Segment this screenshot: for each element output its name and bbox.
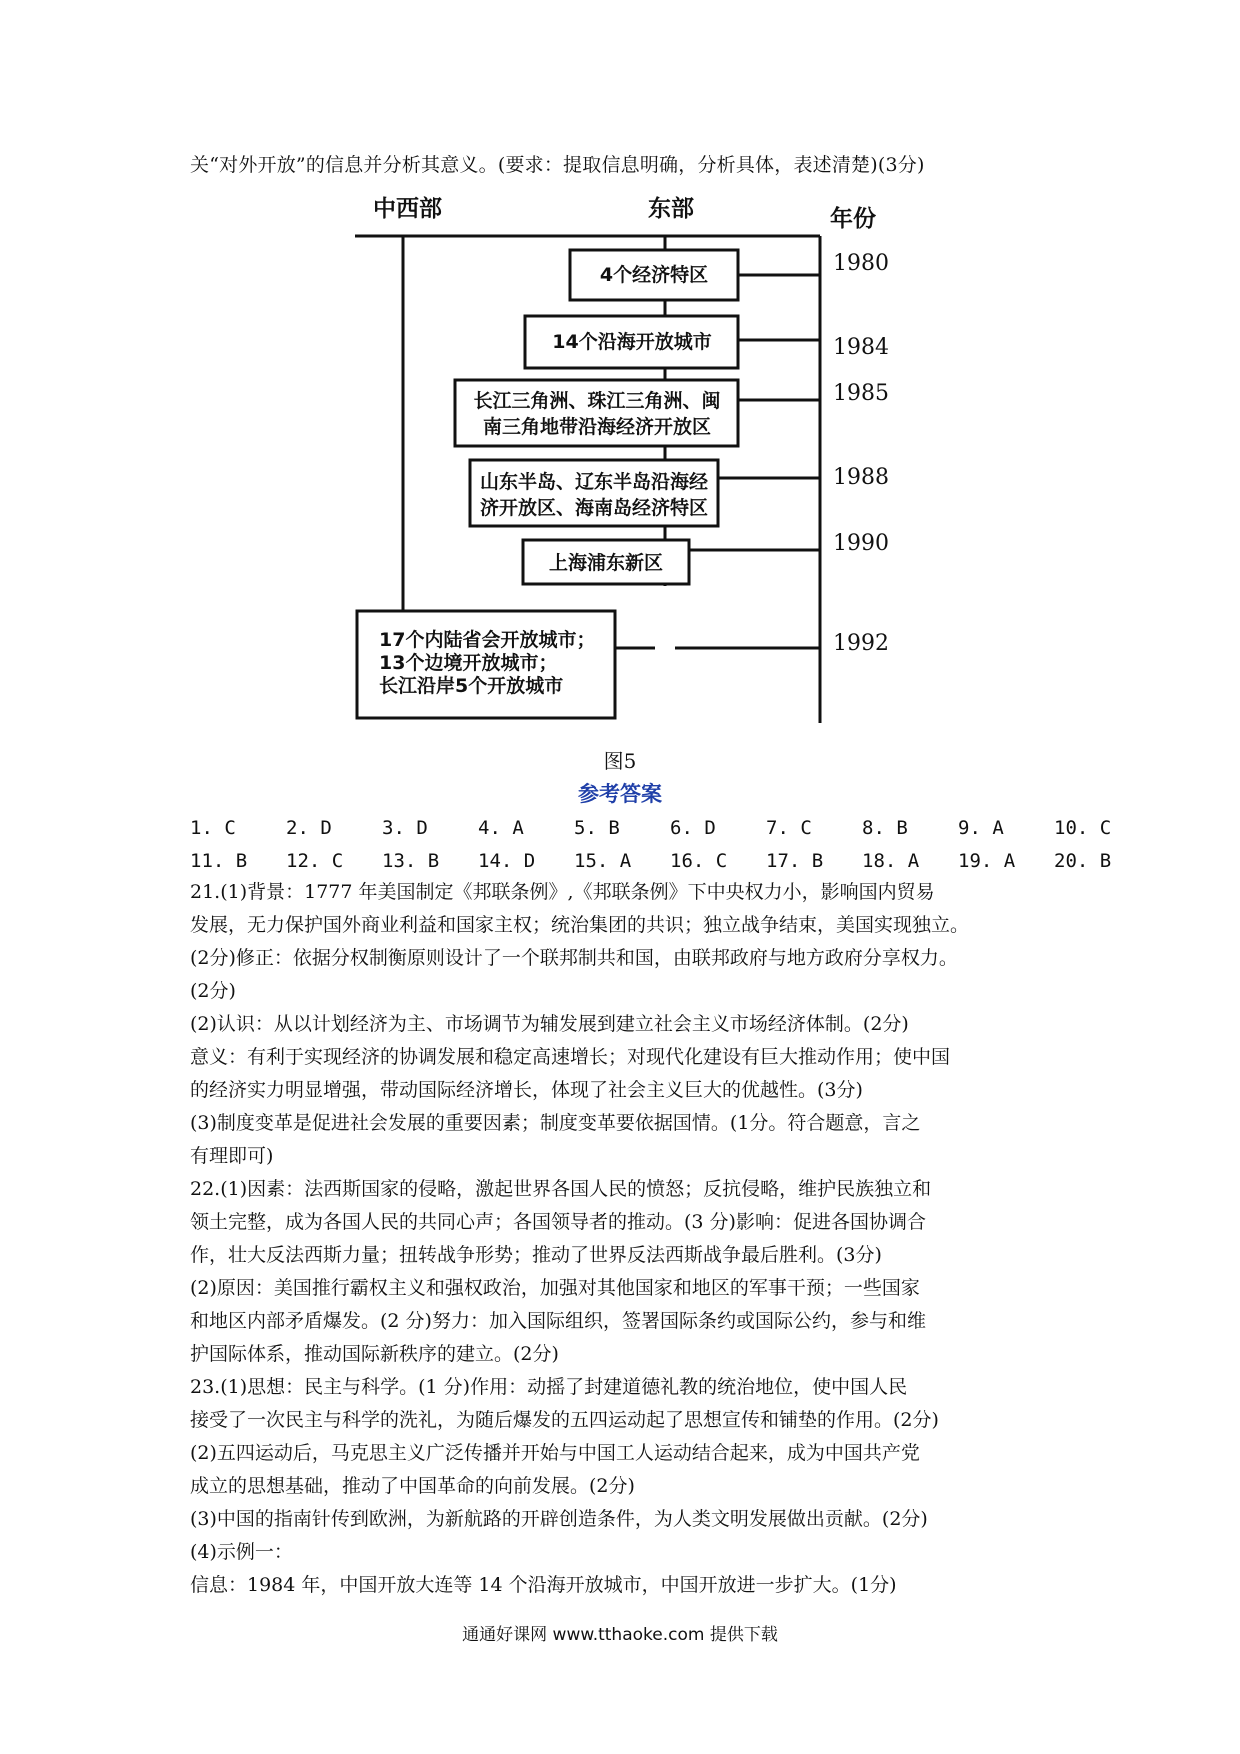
answer-line: 21.(1)背景：1777 年美国制定《邦联条例》,《邦联条例》下中央权力小，影响国内贸易 [190, 881, 935, 903]
year-1990: 1990 [833, 531, 889, 556]
box-1992-line2: 13个边境开放城市； [379, 652, 558, 674]
multiple-choice-answers [190, 811, 1150, 877]
mc-answer: 14. D [478, 849, 536, 872]
opening-up-timeline-diagram [355, 188, 900, 728]
mc-answer: 8. B [862, 816, 908, 839]
mc-answer: 13. B [382, 849, 440, 872]
figure-caption: 图5 [603, 749, 637, 773]
answer-line: 22.(1)因素：法西斯国家的侵略，激起世界各国人民的愤怒；反抗侵略，维护民族独立和 [190, 1178, 932, 1200]
footer-download-note: 通通好课网 www.tthaoke.com 提供下载 [462, 1625, 778, 1645]
answer-line: (2分) [190, 980, 236, 1002]
answer-line: 的经济实力明显增强，带动国际经济增长，体现了社会主义巨大的优越性。(3分) [190, 1079, 863, 1101]
answer-line: 信息：1984 年，中国开放大连等 14 个沿海开放城市，中国开放进一步扩大。(1分) [190, 1574, 897, 1596]
answer-text-block [190, 876, 1070, 1602]
box-1988-line2: 济开放区、海南岛经济特区 [479, 497, 709, 519]
mc-answer: 4. A [478, 816, 524, 839]
answer-line: 护国际体系，推动国际新秩序的建立。(2分) [190, 1343, 559, 1365]
box-1992-line1: 17个内陆省会开放城市； [379, 629, 596, 651]
answer-line: (2)五四运动后，马克思主义广泛传播并开始与中国工人运动结合起来，成为中国共产党 [190, 1442, 920, 1464]
answer-line: 成立的思想基础，推动了中国革命的向前发展。(2分) [190, 1475, 635, 1497]
question-intro-line: 关“对外开放”的信息并分析其意义。(要求：提取信息明确，分析具体，表述清楚)(3分) [190, 154, 925, 176]
answer-line: (2)认识：从以计划经济为主、市场调节为辅发展到建立社会主义市场经济体制。(2分) [190, 1013, 909, 1035]
year-1988: 1988 [833, 465, 889, 490]
year-1980: 1980 [833, 251, 889, 276]
answer-line: 有理即可) [190, 1145, 274, 1167]
box-1992-line3: 长江沿岸5个开放城市 [379, 675, 564, 697]
answer-line: 作，壮大反法西斯力量；扭转战争形势；推动了世界反法西斯战争最后胜利。(3分) [190, 1244, 882, 1266]
box-1985-line2: 南三角地带沿海经济开放区 [482, 416, 712, 438]
mc-answer: 11. B [190, 849, 248, 872]
header-year: 年份 [830, 206, 876, 232]
answer-line: (2)原因：美国推行霸权主义和强权政治，加强对其他国家和地区的军事干预；一些国家 [190, 1277, 920, 1299]
answer-key-title: 参考答案 [578, 782, 662, 806]
mc-answer: 15. A [574, 849, 632, 872]
mc-answer: 19. A [958, 849, 1016, 872]
mc-answer: 2. D [286, 816, 332, 839]
header-east: 东部 [648, 196, 694, 222]
box-1988-line1: 山东半岛、辽东半岛沿海经 [479, 471, 709, 493]
mc-answer: 18. A [862, 849, 920, 872]
box-1990-label: 上海浦东新区 [548, 552, 664, 574]
year-1992: 1992 [833, 631, 889, 656]
box-1984-label: 14个沿海开放城市 [552, 331, 712, 353]
answer-line: 发展，无力保护国外商业利益和国家主权；统治集团的共识；独立战争结束，美国实现独立。 [190, 914, 970, 936]
answer-line: (3)中国的指南针传到欧洲，为新航路的开辟创造条件，为人类文明发展做出贡献。(2分) [190, 1508, 928, 1530]
answer-line: 23.(1)思想：民主与科学。(1 分)作用：动摇了封建道德礼教的统治地位，使中国人民 [190, 1376, 908, 1398]
box-1985-line1: 长江三角洲、珠江三角洲、闽 [473, 390, 721, 412]
answer-line: 领土完整，成为各国人民的共同心声；各国领导者的推动。(3 分)影响：促进各国协调合 [190, 1211, 926, 1233]
answer-line: 意义：有利于实现经济的协调发展和稳定高速增长；对现代化建设有巨大推动作用；使中国 [190, 1046, 951, 1068]
answer-line: (3)制度变革是促进社会发展的重要因素；制度变革要依据国情。(1分。符合题意，言之 [190, 1112, 921, 1134]
mc-answer: 12. C [286, 849, 344, 872]
answer-line: (4)示例一： [190, 1541, 293, 1563]
mc-answer: 17. B [766, 849, 824, 872]
year-1985: 1985 [833, 381, 889, 406]
mc-row [190, 811, 1150, 844]
mc-answer: 5. B [574, 816, 620, 839]
mc-answer: 3. D [382, 816, 428, 839]
mc-answer: 16. C [670, 849, 728, 872]
mc-answer: 10. C [1054, 816, 1112, 839]
mc-answer: 20. B [1054, 849, 1112, 872]
answer-line: 和地区内部矛盾爆发。(2 分)努力：加入国际组织，签署国际条约或国际公约，参与和维 [190, 1310, 926, 1332]
box-1980-label: 4个经济特区 [599, 264, 709, 286]
mc-answer: 9. A [958, 816, 1004, 839]
mc-row [190, 844, 1150, 877]
mc-answer: 6. D [670, 816, 716, 839]
header-west: 中西部 [373, 196, 442, 222]
mc-answer: 1. C [190, 816, 236, 839]
year-1984: 1984 [833, 335, 889, 360]
answer-line: 接受了一次民主与科学的洗礼，为随后爆发的五四运动起了思想宣传和铺垫的作用。(2分) [190, 1409, 939, 1431]
answer-line: (2分)修正：依据分权制衡原则设计了一个联邦制共和国，由联邦政府与地方政府分享权力。 [190, 947, 958, 969]
mc-answer: 7. C [766, 816, 812, 839]
